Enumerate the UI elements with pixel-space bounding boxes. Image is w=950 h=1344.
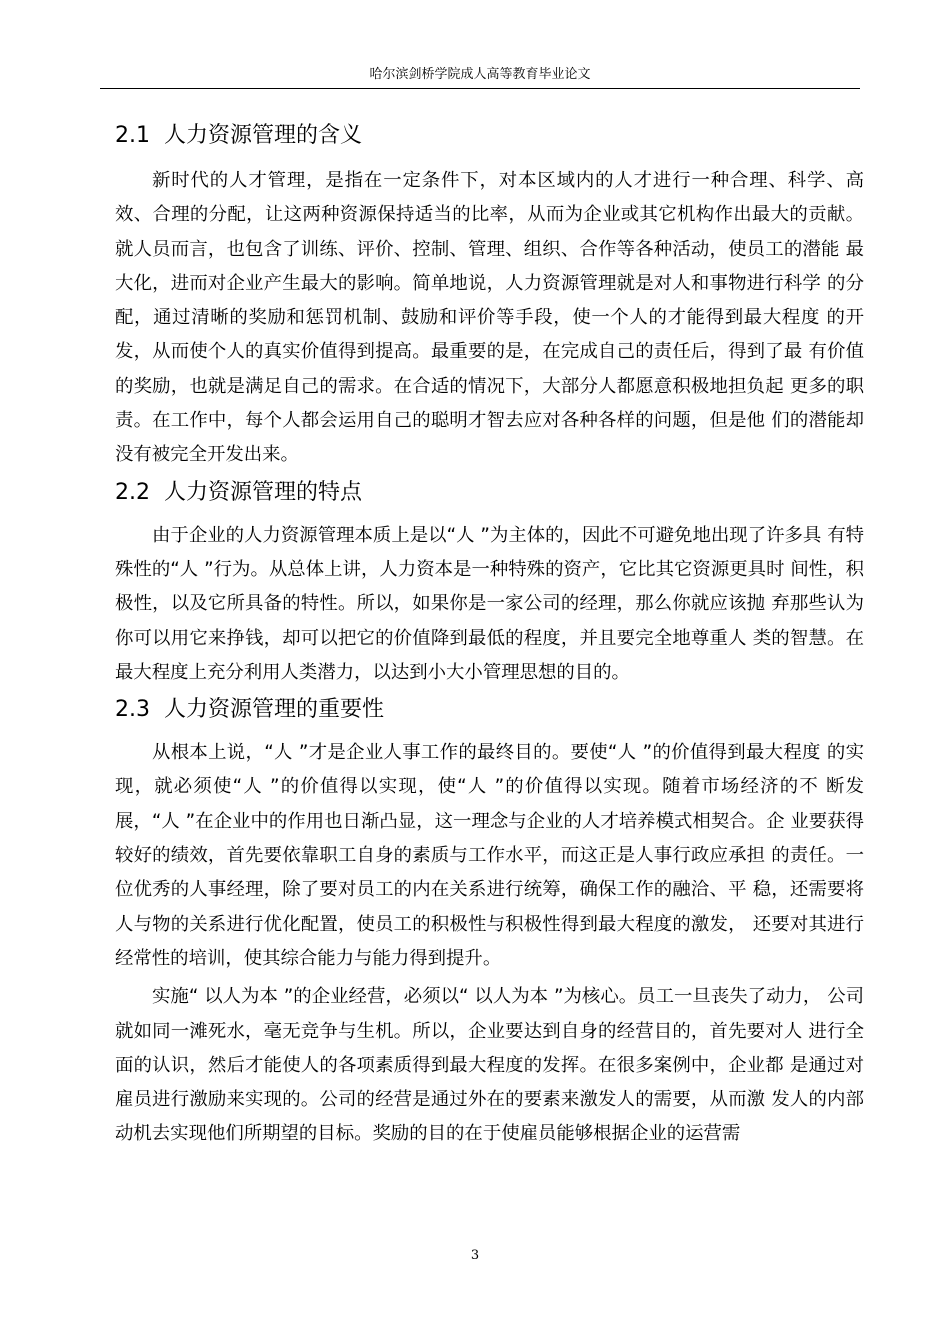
section-number: 2.1 xyxy=(115,123,150,148)
page-number: 3 xyxy=(470,1248,480,1263)
section-title: 人力资源管理的特点 xyxy=(164,479,363,505)
section-title: 人力资源管理的重要性 xyxy=(164,697,385,723)
section-number: 2.3 xyxy=(115,697,150,723)
body-paragraph: 新时代的人才管理，是指在一定条件下，对本区域内的人才进行一种合理、科学、高效、合理的分配，让这两种资源保持适当的比率，从而为企业或其它机构作出最大的贡献。 就人员而言，也包含了训练、评价、控制、管理、组织、合作等各种活动，使员工的潜能 最大化，进而对企业产生最大的影响。简单地说，人力资源管理就是对人和事物进行科学 的分配，通过清晰的奖励和惩罚机制、鼓励和评价等手段，使一个人的才能得到最大程度 的开发，从而使个人的真实价值得到提高。最重要的是，在完成自己的责任后，得到了最 有价值的奖励，也就是满足自己的需求。在合适的情况下，大部分人都愿意积极地担负起 更多的职责。在工作中，每个人都会运用自己的聪明才智去应对各种各样的问题，但是他 们的潜能却没有被完全开发出来。 xyxy=(115,170,864,466)
section-heading-2-2 xyxy=(115,475,864,511)
running-header: 哈尔滨剑桥学院成人高等教育毕业论文 xyxy=(100,64,860,89)
body-paragraph: 从根本上说，“人 ”才是企业人事工作的最终目的。要使“人 ”的价值得到最大程度 的实现，就必须使“人 ”的价值得以实现，使“人 ”的价值得以实现。随着市场经济的不 断发展，“人 ”在企业中的作用也日渐凸显，这一理念与企业的人才培养模式相契合。企 业要获得较好的绩效，首先要依靠职工自身的素质与工作水平，而这正是人事行政应承担 的责任。一位优秀的人事经理，除了要对员工的内在关系进行统筹，确保工作的融洽、平 稳，还需要将人与物的关系进行优化配置，使员工的积极性与积极性得到最大程度的激发， 还要对其进行经常性的培训，使其综合能力与能力得到提升。 xyxy=(115,742,864,969)
section-number: 2.2 xyxy=(115,479,150,505)
section-title: 人力资源管理的含义 xyxy=(164,123,363,148)
body-paragraph: 实施“ 以人为本 ”的企业经营，必须以“ 以人为本 ”为核心。员工一旦丧失了动力， 公司就如同一滩死水，毫无竞争与生机。所以，企业要达到自身的经营目的，首先要对人 进行全面的认识，然后才能使人的各项素质得到最大程度的发挥。在很多案例中，企业都 是通过对雇员进行激励来实现的。公司的经营是通过外在的要素来激发人的需要，从而激 发人的内部动机去实现他们所期望的目标。奖励的目的在于使雇员能够根据企业的运营需 xyxy=(115,986,864,1145)
document-body xyxy=(115,118,864,1152)
section-heading-2-3 xyxy=(115,692,864,728)
body-paragraph: 由于企业的人力资源管理本质上是以“人 ”为主体的，因此不可避免地出现了许多具 有特殊性的“人 ”行为。从总体上讲，人力资本是一种特殊的资产，它比其它资源更具时 间性，积极性，以及它所具备的特性。所以，如果你是一家公司的经理，那么你就应该抛 弃那些认为你可以用它来挣钱，却可以把它的价值降到最低的程度，并且要完全地尊重人 类的智慧。在最大程度上充分利用人类潜力，以达到小大小管理思想的目的。 xyxy=(115,524,864,683)
section-heading-2-1 xyxy=(115,118,864,154)
